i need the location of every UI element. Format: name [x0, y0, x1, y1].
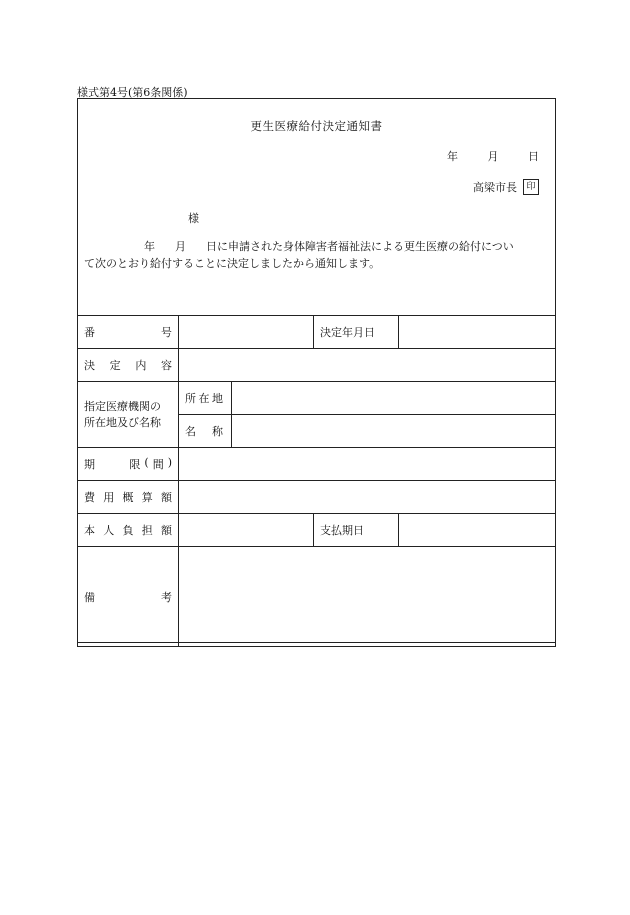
value-institution-name[interactable] — [232, 415, 556, 447]
issue-date — [421, 148, 539, 164]
value-decision-content[interactable] — [179, 349, 556, 382]
date-year: 年 — [447, 150, 458, 163]
value-cost[interactable] — [179, 481, 556, 514]
document-title: 更生医療給付決定通知書 — [250, 119, 383, 133]
issuer — [473, 179, 539, 195]
notice-year: 年 — [144, 240, 155, 253]
value-remarks[interactable] — [179, 547, 556, 647]
value-decision-date[interactable] — [399, 316, 556, 349]
label-cost: 費 用 概 算 額 — [78, 481, 179, 514]
row-institution-address — [78, 382, 556, 415]
row-cost — [78, 481, 556, 514]
value-payment-date[interactable] — [399, 514, 556, 547]
notice-text — [84, 238, 550, 272]
seal-mark: 印 — [523, 179, 539, 195]
date-month: 月 — [487, 150, 499, 163]
label-number: 番 号 — [78, 316, 179, 349]
row-number — [78, 316, 556, 349]
label-institution-name: 名 称 — [179, 415, 232, 447]
institution-address-cell — [179, 382, 556, 415]
notice-frame — [77, 98, 556, 643]
label-remarks: 備 考 — [78, 547, 179, 647]
notice-text-line1: 日に申請された身体障害者福祉法による更生医療の給付につい — [206, 240, 514, 253]
row-remarks — [78, 547, 556, 647]
row-self-pay — [78, 514, 556, 547]
label-self-pay: 本 人 負 担 額 — [78, 514, 179, 547]
details-table — [77, 315, 556, 647]
label-address: 所 在 地 — [179, 382, 232, 414]
issuer-name: 高梁市長 — [473, 181, 517, 194]
notice-text-line2: て次のとおり給付することに決定しましたから通知します。 — [84, 257, 381, 270]
label-period: 期 限 ( 間 ) — [78, 448, 179, 481]
recipient-honorific: 様 — [188, 212, 199, 225]
value-number[interactable] — [179, 316, 314, 349]
form-reference: 様式第4号(第6条関係) — [77, 86, 188, 99]
value-self-pay[interactable] — [179, 514, 314, 547]
value-period[interactable] — [179, 448, 556, 481]
label-payment-date: 支払期日 — [314, 514, 399, 547]
institution-name-cell — [179, 415, 556, 448]
notice-month: 月 — [175, 240, 186, 253]
label-decision-date: 決定年月日 — [314, 316, 399, 349]
date-day: 日 — [528, 150, 539, 163]
value-address[interactable] — [232, 382, 556, 414]
row-period — [78, 448, 556, 481]
label-institution: 指定医療機関の 所在地及び名称 — [78, 382, 179, 448]
row-decision-content — [78, 349, 556, 382]
label-decision-content: 決 定 内 容 — [78, 349, 179, 382]
